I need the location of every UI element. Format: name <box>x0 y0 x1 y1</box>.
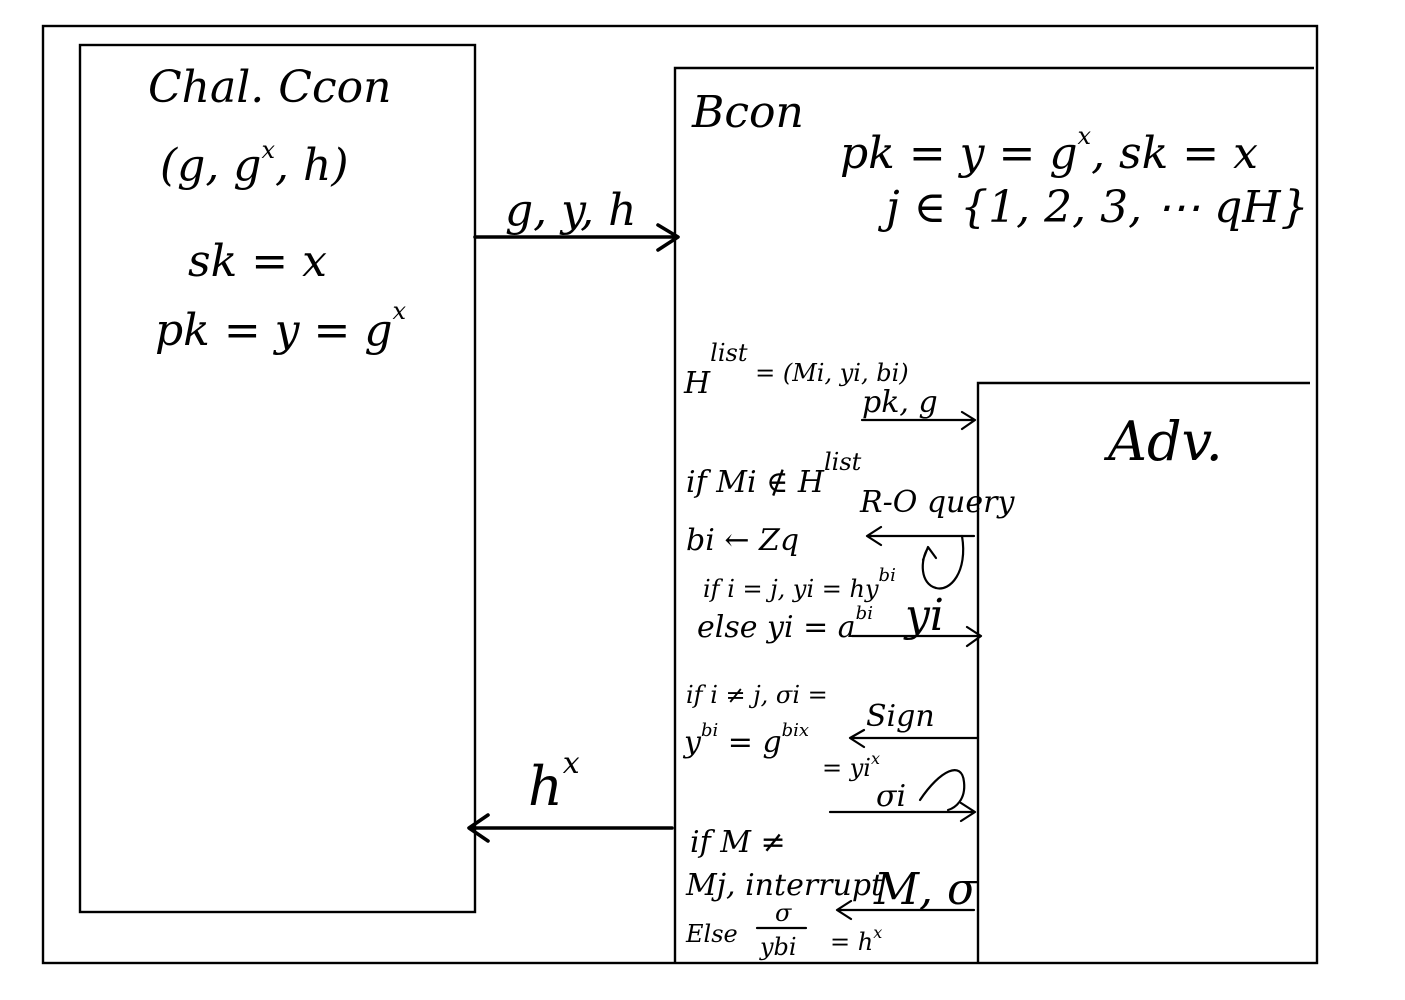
bcon-else-yi <box>697 603 873 645</box>
c-to-b-label: g, y, h <box>505 185 637 236</box>
challenger-pk-text: pk = y = g <box>155 305 393 356</box>
ro-query-label: R-O query <box>860 485 1015 520</box>
challenger-tuple-end: , h) <box>275 140 349 191</box>
sigma-reply-label: σi <box>876 779 907 814</box>
bcon-eq-g-bix-sup: bix <box>781 720 810 741</box>
bcon-eq-hx-text: = h <box>830 928 874 956</box>
bcon-else-yi-sup: bi <box>855 603 873 624</box>
challenger-tuple-exp: x <box>261 136 276 164</box>
sign-query-label: Sign <box>866 699 935 734</box>
bcon-frac-den: ybi <box>760 933 797 961</box>
challenger-tuple <box>160 136 349 191</box>
bcon-if-i-eq-j-sup: bi <box>878 565 896 586</box>
bcon-hlist-h: H <box>684 366 711 401</box>
b-to-c-label-text: h <box>528 755 563 818</box>
bcon-pk-text: pk = y = g <box>840 128 1078 179</box>
yi-reply-label: yi <box>905 590 944 641</box>
bcon-pk-exp: x <box>1077 122 1092 150</box>
bcon-sk: , sk = x <box>1091 128 1258 179</box>
bcon-ybi: y <box>684 725 701 760</box>
bcon-title: Bcon <box>692 87 804 138</box>
bcon-j-range: j ∈ {1, 2, 3, ⋯ qH} <box>886 182 1309 233</box>
b-to-a-label: pk, g <box>862 385 938 420</box>
bcon-if-i-eq-j <box>703 565 896 603</box>
bcon-eq-yix-sup: x <box>870 749 881 768</box>
bcon-pk <box>840 122 1258 179</box>
bcon-else-label: Else <box>686 920 738 948</box>
b-to-c-label <box>528 746 580 818</box>
b-to-c-arrow <box>469 815 672 841</box>
challenger-tuple-text: (g, g <box>160 140 262 191</box>
bcon-eq-yix <box>822 749 880 782</box>
bcon-if-i-ne-j: if i ≠ j, σi = <box>686 681 828 709</box>
bcon-hlist-sup: list <box>710 339 748 367</box>
bcon-bi-assign: bi ← Zq <box>686 523 800 558</box>
bcon-mj-interrupt: Mj, interrupt <box>686 868 884 903</box>
bcon-if-i-eq-j-text: if i = j, yi = hy <box>703 575 879 603</box>
challenger-title: Chal. Ccon <box>148 62 392 113</box>
ro-query-arrow <box>867 527 974 545</box>
bcon-eq-yix-text: = yi <box>822 754 871 782</box>
bcon-eq-hx-sup: x <box>873 923 883 942</box>
b-to-c-label-exp: x <box>562 746 580 781</box>
adversary-title: Adv. <box>1108 410 1223 473</box>
bcon-if-m-ne: if M ≠ <box>690 825 786 860</box>
bcon-if-mi-sup: list <box>824 448 862 476</box>
bcon-eq-g-bix: = g <box>718 725 782 760</box>
forgery-label: M, σ <box>874 864 978 915</box>
bcon-if-mi <box>686 448 862 500</box>
bcon-frac-num: σ <box>775 899 792 927</box>
bcon-else-yi-text: else yi = a <box>697 610 856 645</box>
ro-loop-arrow <box>923 536 963 589</box>
challenger-pk-exp: x <box>392 297 407 325</box>
bcon-hlist-def: = (Mi, yi, bi) <box>747 359 909 387</box>
challenger-sk: sk = x <box>188 236 327 287</box>
sigma-loop-arrow <box>920 770 964 810</box>
bcon-ybi-sup: bi <box>700 720 719 741</box>
bcon-if-mi-text: if Mi ∉ H <box>686 465 824 500</box>
bcon-ybi-eq <box>682 720 809 760</box>
bcon-eq-hx <box>830 923 882 956</box>
challenger-pk <box>155 297 407 356</box>
